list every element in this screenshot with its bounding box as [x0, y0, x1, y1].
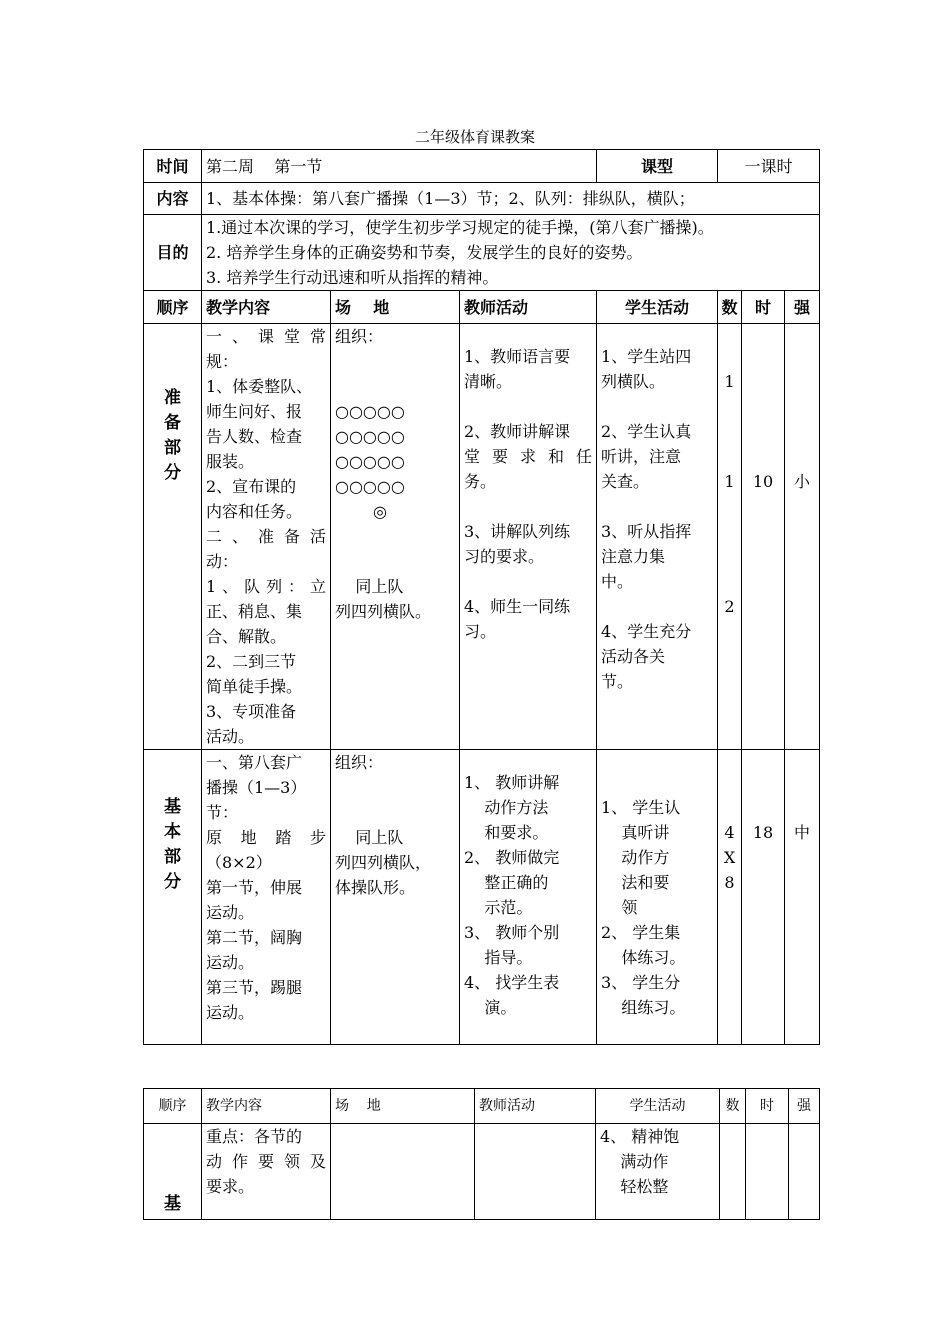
- type-label: 课型: [597, 150, 718, 183]
- header-order: 顺序: [144, 291, 202, 324]
- cont-header-content: 教学内容: [202, 1089, 331, 1124]
- prep-content: 一、课堂常 规： 1、体委整队、 师生问好、报 告人数、检查 服装。 2、宣布课的 内容和任务。 二、准备活 动： 1、队列：立 正、稍息、集 合、解散。 2、二到三节 简单徒手操。 3、专项准备 活动。: [202, 324, 331, 750]
- goal-item: 1.通过本次课的学习，使学生初步学习规定的徒手操，(第八套广播操)。: [206, 218, 714, 237]
- prep-time: 10: [742, 324, 785, 750]
- cont-count: [720, 1124, 746, 1220]
- teacher-position-mark: ◎: [373, 502, 387, 521]
- header-time: 时: [742, 291, 785, 324]
- basic-content: 一、第八套广 播操（1—3） 节： 原地踏步 （8×2） 第一节，伸展 运动。 第二节，阔胸 运动。 第三节，踢腿 运动。: [202, 750, 331, 1045]
- formation-row: ○○○○○: [335, 452, 405, 471]
- header-intensity: 强: [785, 291, 820, 324]
- prep-teacher-activity: 1、教师语言要 清晰。 2、教师讲解课 堂要求和任 务。 3、讲解队列练 习的要求。 4、师生一同练 习。: [460, 324, 597, 750]
- document-title: 二年级体育课教案: [414, 128, 535, 146]
- formation-row: ○○○○○: [335, 402, 405, 421]
- header-content: 教学内容: [202, 291, 331, 324]
- basic-intensity: 中: [785, 750, 820, 1045]
- time-label: 时间: [144, 150, 202, 183]
- content-value: 1、基本体操：第八套广播操（1—3）节；2、队列：排纵队，横队；: [202, 183, 820, 215]
- cont-header-venue: 场 地: [331, 1089, 475, 1124]
- cont-time: [746, 1124, 789, 1220]
- goal-item: 3. 培养学生行动迅速和听从指挥的精神。: [206, 268, 499, 287]
- basic-count: 4 X 8: [718, 750, 742, 1045]
- goal-label: 目的: [144, 215, 202, 291]
- goal-item: 2. 培养学生身体的正确姿势和节奏，发展学生的良好的姿势。: [206, 243, 643, 262]
- cont-venue: [331, 1124, 475, 1220]
- cont-header-order: 顺序: [144, 1089, 202, 1124]
- basic-section-label: 基 本 部 分: [144, 750, 202, 1045]
- prep-section-label: 准 备 部 分: [144, 324, 202, 750]
- header-count: 数: [718, 291, 742, 324]
- cont-section-label: 基: [144, 1124, 202, 1220]
- continuation-table: [143, 1088, 820, 1220]
- formation-row: ○○○○○: [335, 427, 405, 446]
- basic-venue: 组织： 同上队 列四列横队， 体操队形。: [331, 750, 460, 1045]
- basic-teacher-activity: 1、 教师讲解 动作方法 和要求。 2、 教师做完 整正确的 示范。 3、 教师个别 指导。 4、 找学生表 演。: [460, 750, 597, 1045]
- cont-intensity: [789, 1124, 820, 1220]
- prep-student-activity: 1、学生站四 列横队。 2、学生认真 听讲，注意 关查。 3、听从指挥 注意力集 中。 4、学生充分 活动各关 节。: [597, 324, 718, 750]
- prep-intensity: 小: [785, 324, 820, 750]
- basic-time: 18: [742, 750, 785, 1045]
- cont-content: 重点：各节的 动作要领及 要求。: [202, 1124, 331, 1220]
- cont-header-teacher: 教师活动: [475, 1089, 596, 1124]
- prep-count: 1 1 2: [718, 324, 742, 750]
- cont-student-activity: 4、 精神饱 满动作 轻松整: [596, 1124, 720, 1220]
- header-venue: 场 地: [331, 291, 460, 324]
- formation-row: ○○○○○: [335, 477, 405, 496]
- content-label: 内容: [144, 183, 202, 215]
- goal-list: [202, 215, 820, 291]
- type-value: 一课时: [718, 150, 820, 183]
- cont-header-time: 时: [746, 1089, 789, 1124]
- cont-header-count: 数: [720, 1089, 746, 1124]
- header-teacher: 教师活动: [460, 291, 597, 324]
- basic-student-activity: 1、 学生认 真听讲 动作方 法和要 领 2、 学生集 体练习。 3、 学生分 组练习。: [597, 750, 718, 1045]
- lesson-plan-table: [143, 149, 820, 1045]
- cont-header-intensity: 强: [789, 1089, 820, 1124]
- prep-venue: 组织： ○○○○○ ○○○○○ ○○○○○ ○○○○○ ◎ 同上队 列四列横队。: [331, 324, 460, 750]
- cont-header-student: 学生活动: [596, 1089, 720, 1124]
- cont-teacher-activity: [475, 1124, 596, 1220]
- header-student: 学生活动: [597, 291, 718, 324]
- time-value: 第二周 第一节: [202, 150, 597, 183]
